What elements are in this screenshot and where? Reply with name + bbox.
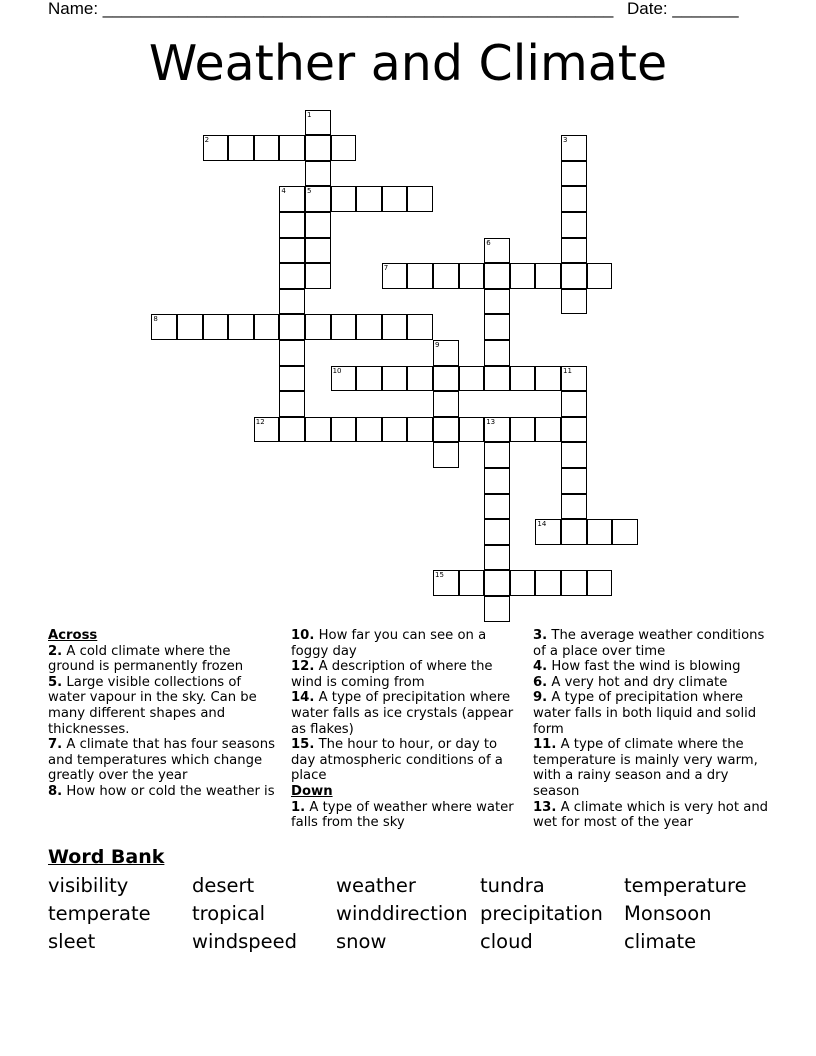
clue-down-6: 6. A very hot and dry climate: [533, 674, 728, 690]
crossword-cell[interactable]: [407, 366, 433, 392]
crossword-cell[interactable]: [561, 263, 587, 289]
crossword-cell[interactable]: [510, 263, 536, 289]
down-heading: Down: [291, 783, 333, 799]
crossword-cell[interactable]: [484, 494, 510, 520]
crossword-cell[interactable]: [331, 314, 357, 340]
word-bank-item: temperate: [48, 902, 151, 925]
crossword-cell[interactable]: [305, 186, 331, 212]
crossword-cell[interactable]: [535, 519, 561, 545]
crossword-cell[interactable]: [407, 263, 433, 289]
clue-number: 4: [281, 187, 286, 196]
word-bank-title: Word Bank: [48, 846, 165, 868]
crossword-cell[interactable]: [459, 417, 485, 443]
crossword-cell[interactable]: [356, 366, 382, 392]
crossword-cell[interactable]: [305, 161, 331, 187]
crossword-cell[interactable]: [254, 314, 280, 340]
crossword-cell[interactable]: [356, 417, 382, 443]
name-field-label: Name: ______________________________________________________: [48, 0, 614, 18]
across-heading: Across: [48, 628, 98, 643]
crossword-cell[interactable]: [279, 340, 305, 366]
crossword-cell[interactable]: [484, 519, 510, 545]
clue-column-2: [291, 628, 523, 831]
clue-down-3: 3. The average weather conditions of a place over time: [533, 628, 765, 659]
crossword-cell[interactable]: [305, 135, 331, 161]
crossword-cell[interactable]: [305, 238, 331, 264]
clue-number: 8: [153, 315, 158, 324]
crossword-cell[interactable]: [305, 417, 331, 443]
crossword-cell[interactable]: [459, 263, 485, 289]
clue-across-12: 12. A description of where the wind is coming from: [291, 659, 493, 690]
crossword-cell[interactable]: [561, 468, 587, 494]
crossword-cell[interactable]: [279, 366, 305, 392]
crossword-cell[interactable]: [535, 570, 561, 596]
crossword-cell[interactable]: [407, 186, 433, 212]
crossword-cell[interactable]: [612, 519, 638, 545]
crossword-cell[interactable]: [484, 366, 510, 392]
crossword-cell[interactable]: [331, 135, 357, 161]
clue-number: 9: [435, 341, 440, 349]
word-bank-item: precipitation: [480, 902, 603, 925]
crossword-cell[interactable]: [279, 314, 305, 340]
crossword-cell[interactable]: [228, 135, 254, 161]
crossword-cell[interactable]: [433, 570, 459, 596]
clue-across-8: 8. How how or cold the weather is: [48, 783, 275, 799]
clue-number: 14: [537, 520, 547, 529]
crossword-cell[interactable]: [279, 212, 305, 238]
crossword-cell[interactable]: [382, 366, 408, 392]
crossword-cell[interactable]: [279, 186, 305, 212]
crossword-cell[interactable]: [203, 135, 229, 161]
crossword-cell[interactable]: [510, 366, 536, 392]
word-bank-item: sleet: [48, 930, 96, 953]
clue-down-9: 9. A type of precipitation where water falls in both liquid and solid form: [533, 690, 757, 737]
page-title: Weather and Climate: [148, 35, 668, 92]
crossword-cell[interactable]: [407, 417, 433, 443]
clue-number: 1: [307, 110, 312, 119]
crossword-cell[interactable]: [587, 263, 613, 289]
crossword-cell[interactable]: [484, 468, 510, 494]
crossword-cell[interactable]: [433, 442, 459, 468]
clue-down-13: 13. A climate which is very hot and wet for most of the year: [533, 799, 769, 831]
crossword-cell[interactable]: [382, 314, 408, 340]
crossword-cell[interactable]: [561, 186, 587, 212]
clue-across-7: 7. A climate that has four seasons and temperatures which change greatly over the year: [48, 737, 275, 784]
clue-number: 7: [383, 264, 389, 273]
crossword-cell[interactable]: [561, 442, 587, 468]
crossword-cell[interactable]: [561, 366, 587, 392]
crossword-cell[interactable]: [254, 417, 280, 443]
crossword-cell[interactable]: [151, 314, 177, 340]
crossword-cell[interactable]: [305, 110, 331, 136]
word-bank-item: desert: [192, 874, 255, 897]
crossword-cell[interactable]: [510, 417, 536, 443]
clue-column-3: [533, 628, 773, 831]
clue-number: 6: [486, 238, 491, 247]
crossword-cell[interactable]: [561, 212, 587, 238]
crossword-cell[interactable]: [279, 289, 305, 315]
word-bank-item: climate: [624, 930, 697, 953]
crossword-cell[interactable]: [279, 263, 305, 289]
crossword-cell[interactable]: [305, 263, 331, 289]
clue-number: 3: [563, 136, 568, 145]
clue-across-5: 5. Large visible collections of water vapour in the sky. Can be many different shapes and thicknesses.: [48, 674, 257, 737]
word-bank-item: temperature: [624, 874, 747, 897]
crossword-cell[interactable]: [305, 314, 331, 340]
crossword-cell[interactable]: [433, 417, 459, 443]
clue-down-4: 4. How fast the wind is blowing: [533, 659, 741, 675]
clue-across-15: 15. The hour to hour, or day to day atmospheric conditions of a place: [291, 737, 503, 784]
crossword-cell[interactable]: [561, 494, 587, 520]
word-bank-item: cloud: [480, 930, 533, 953]
crossword-cell[interactable]: [382, 186, 408, 212]
word-bank-item: weather: [336, 874, 416, 897]
crossword-cell[interactable]: [484, 596, 510, 622]
crossword-cell[interactable]: [484, 340, 510, 366]
crossword-cell[interactable]: [356, 314, 382, 340]
clue-number: 10: [332, 366, 342, 375]
crossword-cell[interactable]: [484, 314, 510, 340]
crossword-cell[interactable]: [459, 570, 485, 596]
clue-number: 12: [255, 417, 265, 426]
clue-down-1: 1. A type of weather where water falls from the sky: [291, 799, 514, 831]
word-bank-item: winddirection: [336, 902, 468, 925]
word-bank-item: visibility: [48, 874, 129, 897]
crossword-cell[interactable]: [561, 417, 587, 443]
crossword-cell[interactable]: [279, 238, 305, 264]
crossword-cell[interactable]: [279, 417, 305, 443]
crossword-cell[interactable]: [279, 135, 305, 161]
word-bank-item: snow: [336, 930, 387, 953]
crossword-cell[interactable]: [484, 570, 510, 596]
crossword-cell[interactable]: [587, 570, 613, 596]
crossword-cell[interactable]: [203, 314, 229, 340]
crossword-cell[interactable]: [459, 366, 485, 392]
clue-number: 13: [486, 417, 496, 426]
crossword-cell[interactable]: [331, 186, 357, 212]
crossword-cell[interactable]: [561, 519, 587, 545]
crossword-cell[interactable]: [484, 417, 510, 443]
crossword-cell[interactable]: [484, 289, 510, 315]
crossword-cell[interactable]: [279, 391, 305, 417]
word-bank-item: Monsoon: [624, 902, 712, 925]
crossword-cell[interactable]: [331, 417, 357, 443]
crossword-cell[interactable]: [535, 366, 561, 392]
crossword-cell[interactable]: [433, 340, 459, 366]
word-bank-item: windspeed: [192, 930, 298, 953]
crossword-cell[interactable]: [254, 135, 280, 161]
clue-number: 2: [204, 136, 210, 145]
clue-number: 15: [435, 571, 444, 580]
crossword-cell[interactable]: [484, 545, 510, 571]
crossword-cell[interactable]: [305, 212, 331, 238]
crossword-cell[interactable]: [587, 519, 613, 545]
crossword-cell[interactable]: [561, 238, 587, 264]
crossword-cell[interactable]: [484, 238, 510, 264]
clue-across-2: 2. A cold climate where the ground is permanently frozen: [48, 643, 244, 675]
crossword-cell[interactable]: [356, 186, 382, 212]
crossword-cell[interactable]: [561, 391, 587, 417]
clue-down-11: 11. A type of climate where the temperature is mainly very warm, with a rainy season and a dry season: [533, 737, 758, 799]
crossword-cell[interactable]: [561, 570, 587, 596]
date-field-label: Date: _______: [627, 0, 739, 18]
crossword-cell[interactable]: [433, 263, 459, 289]
clue-column-1: [48, 628, 280, 800]
crossword-cell[interactable]: [535, 263, 561, 289]
crossword-cell[interactable]: [484, 442, 510, 468]
clue-number: 11: [563, 366, 572, 375]
crossword-cell[interactable]: [382, 417, 408, 443]
crossword-cell[interactable]: [433, 366, 459, 392]
crossword-cell[interactable]: [407, 314, 433, 340]
word-bank-item: tropical: [192, 902, 266, 925]
crossword-cell[interactable]: [228, 314, 254, 340]
crossword-cell[interactable]: [561, 289, 587, 315]
crossword-cell[interactable]: [561, 161, 587, 187]
clue-number: 5: [307, 187, 312, 196]
crossword-cell[interactable]: [484, 263, 510, 289]
clue-across-10: 10. How far you can see on a foggy day: [291, 628, 487, 659]
crossword-cell[interactable]: [535, 417, 561, 443]
crossword-cell[interactable]: [382, 263, 408, 289]
word-bank-item: tundra: [480, 874, 545, 897]
crossword-cell[interactable]: [331, 366, 357, 392]
clue-across-14: 14. A type of precipitation where water falls as ice crystals (appear as flakes): [291, 690, 514, 737]
crossword-cell[interactable]: [510, 570, 536, 596]
crossword-cell[interactable]: [561, 135, 587, 161]
crossword-cell[interactable]: [433, 391, 459, 417]
crossword-cell[interactable]: [177, 314, 203, 340]
